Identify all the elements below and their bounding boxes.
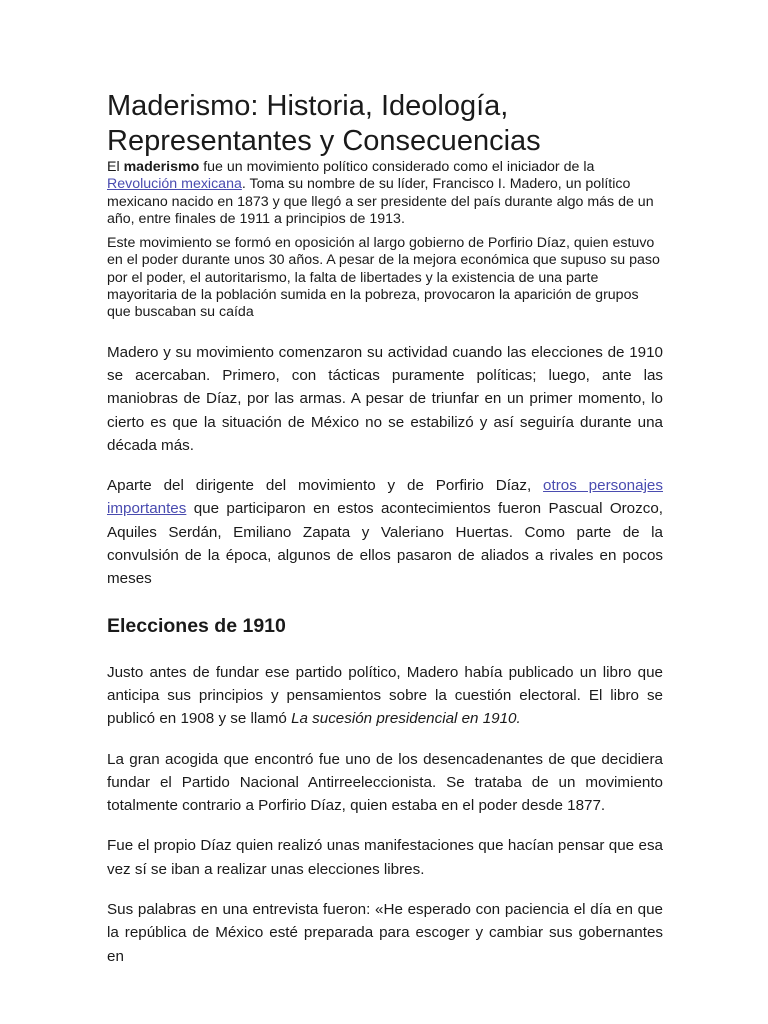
revolucion-mexicana-link[interactable]: Revolución mexicana bbox=[107, 176, 242, 193]
section-paragraph-5 bbox=[107, 661, 663, 731]
book-title: La sucesión presidencial en 1910. bbox=[291, 710, 521, 728]
body-paragraph-3: Madero y su movimiento comenzaron su actividad cuando las elecciones de 1910 se acercaban. Primero, con tácticas puramente políticas; luego, ante las maniobras de Díaz, por las armas. A pesar de triunfar en un primer momento, lo cierto es que la situación de México no se estabilizó y así seguiría durante una década más. bbox=[107, 343, 663, 454]
intro-text-mid: fue un movimiento político considerado como el iniciador de la bbox=[199, 159, 595, 175]
page-title: Maderismo: Historia, Ideología, Representantes y Consecuencias bbox=[107, 90, 541, 157]
body-paragraph-4 bbox=[107, 474, 663, 590]
p5-text: Justo antes de fundar ese partido político, Madero había publicado un libro que anticipa sus principios y pensamientos sobre la cuestión electoral. El libro se publicó en 1908 y se llamó bbox=[107, 663, 663, 728]
p4-text-start: Aparte del dirigente del movimiento y de Porfirio Díaz, bbox=[107, 477, 544, 495]
maderismo-term: maderismo bbox=[123, 159, 200, 175]
intro-text-start: El bbox=[107, 159, 124, 175]
p4-text-end: que participaron en estos acontecimientos fueron Pascual Orozco, Aquiles Serdán, Emiliano Zapata y Valeriano Huertas. Como parte de la convulsión de la época, algunos de ellos pasaron de aliados a rivales en pocos meses bbox=[107, 500, 663, 588]
section-heading: Elecciones de 1910 bbox=[107, 614, 286, 637]
section-paragraph-8: Sus palabras en una entrevista fueron: «He esperado con paciencia el día en que la república de México esté preparada para escoger y cambiar sus gobernantes en bbox=[107, 901, 663, 965]
section-paragraph-6: La gran acogida que encontró fue uno de los desencadenantes de que decidiera fundar el Partido Nacional Antirreeleccionista. Se trataba de un movimiento totalmente contrario a Porfirio Díaz, quien estaba en el poder desde 1877. bbox=[107, 750, 663, 815]
intro-paragraph-2: Este movimiento se formó en oposición al largo gobierno de Porfirio Díaz, quien estuvo en el poder durante unos 30 años. A pesar de la mejora económica que supuso su paso por el poder, el autoritarismo, la falta de libertades y la existencia de una parte mayoritaria de la población sumida en la pobreza, provocaron la aparición de grupos que buscaban su caída bbox=[107, 235, 660, 321]
document-content bbox=[107, 89, 663, 968]
intro-paragraph-1 bbox=[107, 159, 663, 228]
section-paragraph-7: Fue el propio Díaz quien realizó unas manifestaciones que hacían pensar que esa vez sí se iban a realizar unas elecciones libres. bbox=[107, 837, 663, 878]
otros-personajes-link[interactable]: otros personajes importantes bbox=[107, 477, 663, 518]
intro-text-end: . Toma su nombre de su líder, Francisco I. Madero, un político mexicano nacido en 1873 y que llegó a ser presidente del país durante algo más de un año, entre finales de 1911 a principios de 1913. bbox=[107, 176, 654, 227]
